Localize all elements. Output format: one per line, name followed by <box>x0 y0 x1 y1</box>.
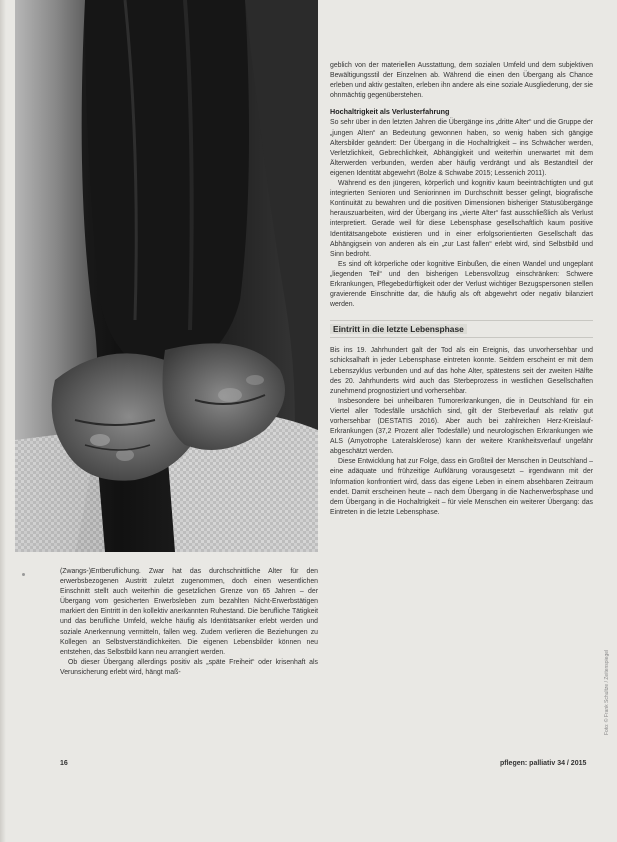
body-paragraph: Insbesondere bei unheilbaren Tumorerkrankungen, die in Deutschland für ein Viertel aller Todesfälle ursächlich sind, gilt der Sterbeverlauf als relativ gut vorhersehbar (DESTATIS 2016). Aber auch bei zahlreichen Herz-Kreislauf-Erkrankungen (37,2 Prozent aller Todesfälle) und neurologischen Erkrankungen wie ALS (Amyotrophe Lateralsklerose) kann der weitere Krankheitsverlauf ungefähr abgeschätzt werden. <box>330 397 593 456</box>
journal-footer <box>500 760 586 767</box>
body-paragraph: Diese Entwicklung hat zur Folge, dass ein Großteil der Menschen in Deutschland – eine adäquate und frühzeitige Aufklärung vorausgesetzt – irgendwann mit der Information konfrontiert wird, dass das eigene Leben in einem absehbaren Zeitraum endet. Damit erscheinen heute – nach dem Übergang in die Nacherwerbsphase und dem Übergang in die Hochaltrigkeit – für viele Menschen ein weiterer Übergang: das Eintreten in die letzte Lebensphase. <box>330 458 593 516</box>
page-edge <box>0 0 6 842</box>
body-paragraph: Es sind oft körperliche oder kognitive Einbußen, die einen Wandel und ungeplant „liegenden Teil“ und den bisherigen Lebensvollzug einschränken: Schwere Erkrankungen, Pflegebedürftigkeit oder der Verlust wichtiger Bezugspersonen stellen gravierende Einschnitte dar, die häufig als oft abgewehrt oder negativ bilanziert werden. <box>330 260 593 309</box>
left-paragraph: (Zwangs-)Entberuflichung. Zwar hat das durchschnittliche Alter für den erwerbsbezogenen Austritt zuletzt zugenommen, doch einen wesentlichen Einschnitt stellt auch weiterhin die gesetzlichen Grenze von 65 Jahren – der Übergang vom gesicherten Erwerbsleben zum bezahlten Nicht-Erwerbstätigen markiert den Eintritt in den kollektiv anerkannten Ruhestand. Die berufliche Tätigkeit und das berufliche Umfeld, welche häufig als Identitätsanker erlebt werden und soziale Anerkennung vermitteln, fallen weg. Zudem verlieren die Beziehungen zu Kollegen an Selbstverständlichkeiten. Die eigenen Lebensbilder können neu entstehen, das Selbstbild kann neu arrangiert werden. <box>60 568 318 656</box>
journal-issue: 34 / 2015 <box>557 760 587 767</box>
intro-paragraph: geblich von der materiellen Ausstattung, dem sozialen Umfeld und dem subjektiven Bewältigungsstil der Einzelnen ab. Während die einen den Übergang als Chance erleben und aktiv gestalten, erleben ihn andere als eine soziale Ausgliederung, der sie ohnmächtig gegenüberstehen. <box>330 62 593 100</box>
body-paragraph: Während es den jüngeren, körperlich und kognitiv kaum beeinträchtigten und gut integrierten Senioren und Seniorinnen im Durchschnitt besser gelingt, biografische Kontinuität zu bewahren und die positiven Dimensionen bisheriger Statusübergänge herauszuarbeiten, wird der Übergang ins „vierte Alter“ fast ausschließlich als Verlust interpretiert. Gerade weil für diese Lebensphase gesellschaftlich kaum positive Identitätsangebote existieren und in einer erfolgsorientierten Gesellschaft das Abhängigsein von anderen als ein „zur Last fallen“ erlebt wird, sind Selbstbild und Sinn bedroht. <box>330 180 593 258</box>
photo-credit: Foto: © Frank Schultze / Zeitenspiegel <box>604 649 610 735</box>
page-number: 16 <box>60 760 68 767</box>
bullet-dot <box>22 573 25 576</box>
section-heading-text: Eintritt in die letzte Lebensphase <box>330 324 467 334</box>
left-paragraph: Ob dieser Übergang allerdings positiv als „späte Freiheit“ oder krisenhaft als Verunsicherung erlebt wird, hängt maß- <box>60 658 318 676</box>
body-paragraph: Bis ins 19. Jahrhundert galt der Tod als ein Ereignis, das unvorhersehbar und schicksalhaft in jeder Lebensphase eintreten konnte. Seitdem erscheint er mit dem Lebenszyklus verbunden und auf das hohe Alter, spätestens seit der zweiten Hälfte des 20. Jahrhunderts wird auch das Sterbeprozess in westlichen Gesellschaften zunehmend prognostiziert und vorhersehbar. <box>330 347 593 395</box>
body-paragraph: So sehr über in den letzten Jahren die Übergänge ins „dritte Alter“ und die Gruppe der „jungen Alten“ an Bedeutung gewonnen haben, so wenig haben sich gängige Altersbilder geändert: Der Übergang in die Hochaltrigkeit – ins Schwächer werden, Verletzlichkeit, Gebrechlichkeit, Abhängigkeit und weiterhin unerwartet mit dem Älterwerden verbunden, werden aber häufig verdrängt und als Bestandteil der eigenen Identität abgewehrt (Bolze & Schwabe 2015; Lessenich 2011). <box>330 119 593 177</box>
right-column <box>330 61 593 518</box>
journal-name: pflegen: palliativ <box>500 760 556 767</box>
section-heading <box>330 320 593 338</box>
hands-photograph <box>15 0 318 552</box>
left-column <box>60 567 318 678</box>
subheading: Hochaltrigkeit als Verlusterfahrung <box>330 107 450 117</box>
